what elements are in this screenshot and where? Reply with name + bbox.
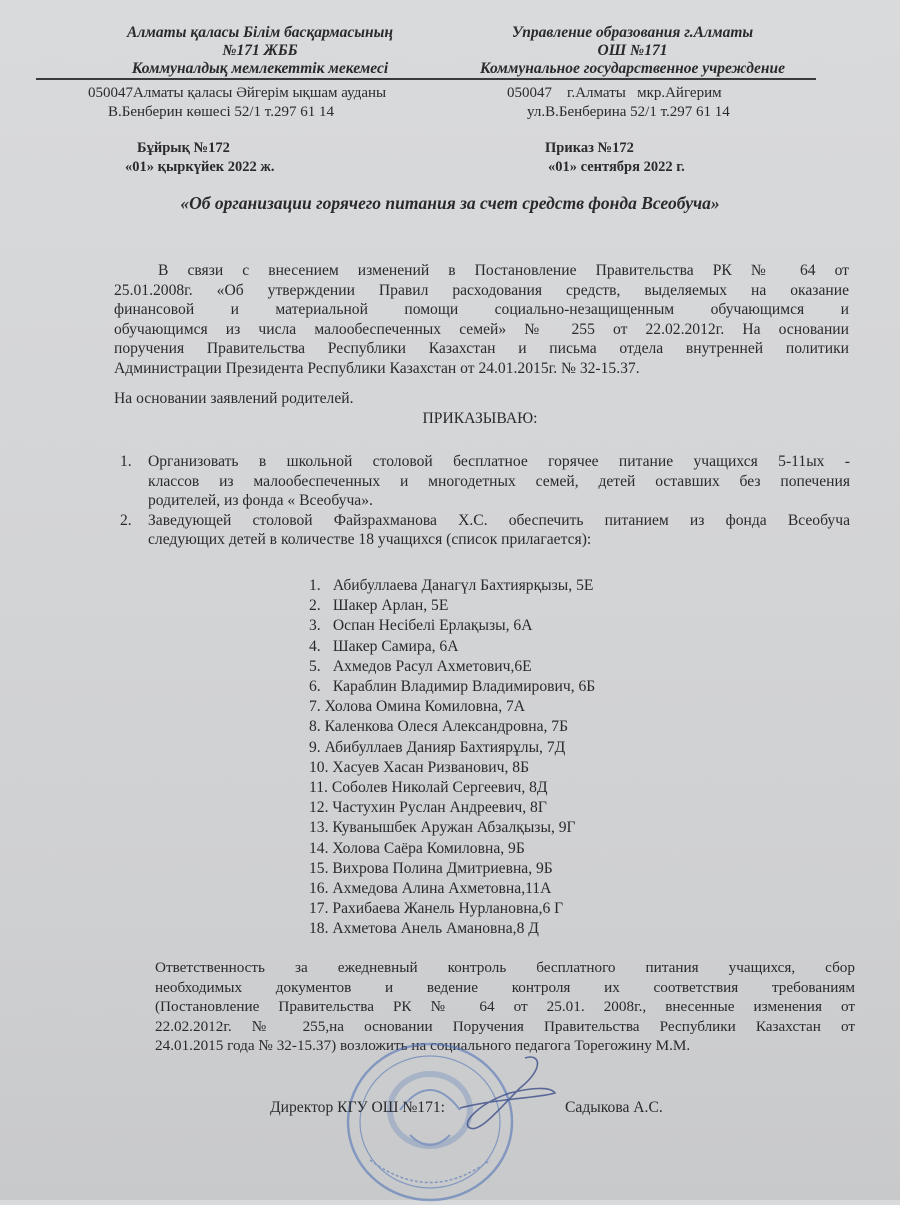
- student-name: Каленкова Олеся Александровна, 7Б: [324, 718, 569, 736]
- student-number: 1.: [309, 577, 321, 594]
- order-item: [120, 511, 850, 550]
- order-ru-number: Приказ №172: [545, 140, 634, 156]
- address-ru-line2: ул.В.Бенберина 52/1 т.297 61 14: [527, 104, 730, 120]
- header-kz-line3: Коммуналдық мемлекеттік мекемесі: [131, 60, 389, 77]
- student-name: Рахибаева Жанель Нурлановна,6 Г: [332, 900, 564, 918]
- item-line: родителей, из фонда « Всеобуча».: [148, 492, 373, 510]
- student-number: 10.: [309, 758, 329, 776]
- student-item: [309, 677, 595, 697]
- student-name: Караблин Владимир Владимирович, 6Б: [332, 678, 596, 696]
- student-number: 17.: [309, 900, 329, 918]
- student-name: Соболев Николай Сергеевич, 8Д: [331, 779, 548, 797]
- order-item: [120, 452, 850, 511]
- student-number: 14.: [309, 839, 329, 857]
- student-number: 18.: [309, 920, 329, 938]
- student-item: [309, 859, 595, 879]
- student-name: Шакер Арлан, 5Е: [332, 597, 449, 615]
- order-ru-date: «01» сентября 2022 г.: [548, 159, 685, 175]
- responsibility-line: 22.02.2012г. № 255,на основании Поручения Правительства Республики Казахстан от: [155, 1017, 855, 1035]
- student-item: [309, 738, 595, 758]
- student-number: 5.: [309, 657, 321, 675]
- signatory-role: Директор КГУ ОШ №171:: [270, 1099, 446, 1116]
- address-kz-line2: В.Бенберин көшесі 52/1 т.297 61 14: [108, 104, 334, 120]
- student-number: 3.: [309, 617, 321, 635]
- student-name: Частухин Руслан Андреевич, 8Г: [332, 799, 547, 817]
- student-item: [309, 839, 595, 859]
- header-ru-line1: Управление образования г.Алматы: [511, 24, 754, 41]
- signature-icon: [430, 1048, 560, 1143]
- student-number: 13.: [309, 819, 329, 837]
- student-name: Абибуллаев Данияр Бахтиярұлы, 7Д: [324, 738, 566, 756]
- student-item: [309, 899, 595, 919]
- student-number: 2.: [309, 597, 321, 615]
- order-kz-number: Бұйрық №172: [137, 140, 230, 156]
- header-ru-line3: Коммунальное государственное учреждение: [480, 60, 785, 77]
- student-name: Хасуев Хасан Ризванович, 8Б: [332, 758, 530, 776]
- item-line: Заведующей столовой Файзрахманова Х.С. обеспечить питанием из фонда Всеобуча: [148, 511, 850, 529]
- responsibility-line: (Постановление Правительства РК № 64 от 25.01. 2008г., внесенные изменения от: [155, 998, 855, 1015]
- address-russian: [507, 84, 730, 122]
- student-name: Куванышбек Аружан Абзалқызы, 9Г: [332, 819, 576, 837]
- student-name: Ахмедов Расул Ахметович,6Е: [332, 657, 532, 675]
- document-title: «Об организации горячего питания за счет средств фонда Всеобуча»: [180, 193, 720, 213]
- student-name: Шакер Самира, 6А: [332, 637, 459, 655]
- preamble-paragraph: [114, 261, 849, 379]
- signatory-name: Садыкова А.С.: [565, 1099, 663, 1116]
- student-name: Холова Саёра Комиловна, 9Б: [332, 839, 525, 857]
- preamble-line: поручения Правительства Республики Казахстан и письма отдела внутренней политики: [114, 340, 849, 358]
- student-number: 6.: [309, 678, 321, 696]
- student-name: Холова Омина Комиловна, 7А: [324, 698, 526, 716]
- preamble-line: Администрации Президента Республики Казахстан от 24.01.2015г. № 32-15.37.: [114, 359, 640, 377]
- responsibility-paragraph: [155, 958, 855, 1056]
- header-kazakh: [95, 24, 425, 78]
- item-line: Организовать в школьной столовой бесплатное горячее питание учащихся 5-11ых -: [148, 453, 850, 470]
- student-item: [309, 697, 595, 717]
- item-number: 2.: [120, 511, 132, 529]
- student-item: [309, 576, 595, 596]
- student-item: [309, 879, 595, 899]
- header-divider: [36, 78, 816, 80]
- student-item: [309, 717, 595, 737]
- official-stamp-icon: [340, 1040, 520, 1205]
- header-kz-line1: Алматы қаласы Білім басқармасының: [127, 24, 393, 41]
- responsibility-line: Ответственность за ежедневный контроль бесплатного питания учащихся, сбор: [155, 959, 855, 976]
- preamble-line: В связи с внесением изменений в Постановление Правительства РК № 64 от: [158, 262, 849, 279]
- header-kz-line2: №171 ЖББ: [222, 42, 298, 59]
- order-kazakh: [125, 139, 275, 177]
- item-line: следующих детей в количестве 18 учащихся (список прилагается):: [148, 531, 592, 549]
- student-number: 15.: [309, 859, 329, 877]
- student-name: Абибуллаева Данагүл Бахтиярқызы, 5Е: [332, 577, 594, 594]
- header-russian: [455, 24, 810, 78]
- student-item: [309, 919, 595, 939]
- student-item: [309, 778, 595, 798]
- preamble-line: финансовой и материальной помощи социально-незащищенным обучающимся и: [114, 301, 849, 319]
- student-name: Оспан Несібелі Ерлақызы, 6А: [332, 617, 533, 635]
- responsibility-line: необходимых документов и ведение контроля их соответствия требованиям: [155, 978, 855, 996]
- student-item: [309, 637, 595, 657]
- header-ru-line2: ОШ №171: [597, 42, 668, 59]
- student-number: 12.: [309, 799, 329, 817]
- student-item: [309, 616, 595, 636]
- address-kz-line1: 050047Алматы қаласы Әйгерім ықшам ауданы: [88, 85, 387, 101]
- order-kz-date: «01» қыркүйек 2022 ж.: [125, 159, 275, 175]
- student-item: [309, 596, 595, 616]
- student-number: 8.: [309, 718, 321, 736]
- student-number: 11.: [309, 779, 328, 797]
- student-item: [309, 798, 595, 818]
- order-items: [120, 452, 850, 550]
- address-ru-line1: 050047 г.Алматы мкр.Айгерим: [507, 85, 722, 101]
- order-russian: [545, 139, 685, 177]
- student-item: [309, 657, 595, 677]
- student-item: [309, 758, 595, 778]
- item-number: 1.: [120, 453, 132, 470]
- student-name: Ахмедова Алина Ахметовна,11А: [332, 880, 552, 898]
- student-item: [309, 818, 595, 838]
- student-name: Ахметова Анель Амановна,8 Д: [332, 920, 539, 938]
- student-number: 7.: [309, 698, 321, 716]
- student-list: [309, 576, 595, 940]
- student-name: Вихрова Полина Дмитриевна, 9Б: [332, 859, 553, 877]
- address-kazakh: [88, 84, 386, 122]
- item-line: классов из малообеспеченных и многодетных семей, детей оставших без попечения: [148, 472, 850, 490]
- preamble-line: 25.01.2008г. «Об утверждении Правил расходования средств, выделяемых на оказание: [114, 281, 849, 299]
- student-number: 4.: [309, 637, 321, 655]
- order-heading: ПРИКАЗЫВАЮ:: [422, 410, 538, 427]
- student-number: 9.: [309, 738, 321, 756]
- student-number: 16.: [309, 880, 329, 898]
- responsibility-line: 24.01.2015 года № 32-15.37) возложить на социального педагога Торегожину М.М.: [155, 1037, 691, 1054]
- basis-line: На основании заявлений родителей.: [114, 390, 354, 407]
- preamble-line: обучающимся из числа малообеспеченных семей» № 255 от 22.02.2012г. На основании: [114, 320, 849, 338]
